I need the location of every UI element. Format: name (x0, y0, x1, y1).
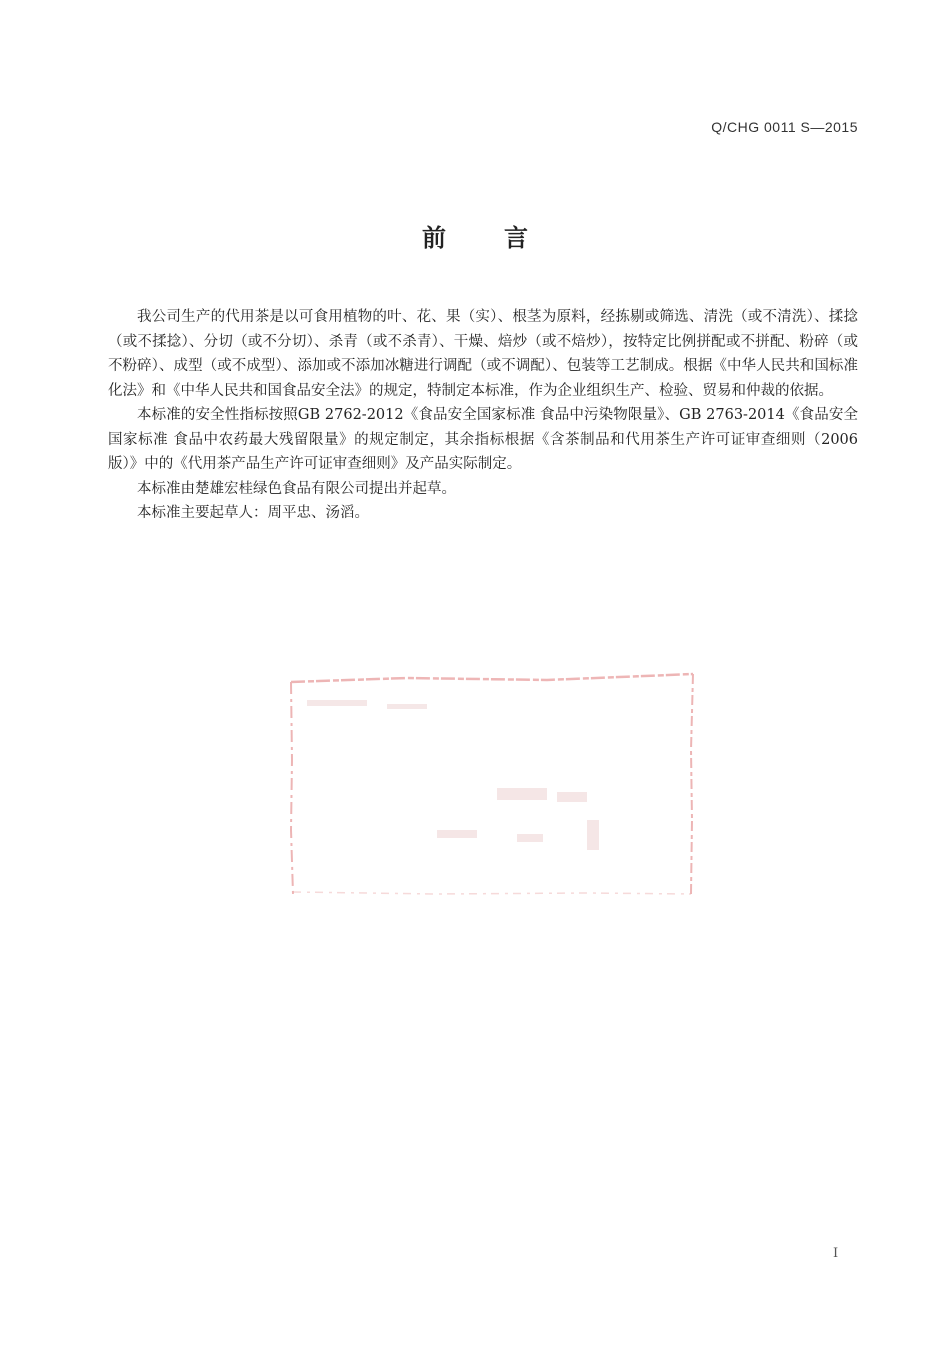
paragraph-safety-indicators: 本标准的安全性指标按照GB 2762-2012《食品安全国家标准 食品中污染物限量》、GB 2763-2014《食品安全国家标准 食品中农药最大残留限量》的规定制定，其余指标根据《含茶制品和代用茶生产许可证审查细则（2006版）》中的《代用茶产品生产许可证审查细则》及产品实际制定。 (108, 407, 858, 472)
paragraph-intro: 我公司生产的代用茶是以可食用植物的叶、花、果（实）、根茎为原料，经拣剔或筛选、清洗（或不清洗）、揉捻（或不揉捻）、分切（或不分切）、杀青（或不杀青）、干燥、焙炒（或不焙炒），按特定比例拼配或不拼配、粉碎（或不粉碎）、成型（或不成型）、添加或不添加冰糖进行调配（或不调配）、包装等工艺制成。根据《中华人民共和国标准化法》和《中华人民共和国食品安全法》的规定，特制定本标准，作为企业组织生产、检验、贸易和仲裁的依据。 (108, 309, 858, 399)
paragraph-drafters: 本标准主要起草人：周平忠、汤滔。 (137, 505, 369, 521)
page-number: I (833, 1246, 839, 1261)
paragraph-proposer: 本标准由楚雄宏桂绿色食品有限公司提出并起草。 (137, 480, 456, 497)
foreword-body (108, 305, 858, 526)
standard-code: Q/CHG 0011 S—2015 (711, 119, 858, 135)
stamp-graphic (287, 670, 697, 896)
faded-stamp (287, 670, 697, 896)
page-title: 前言 (422, 224, 586, 252)
